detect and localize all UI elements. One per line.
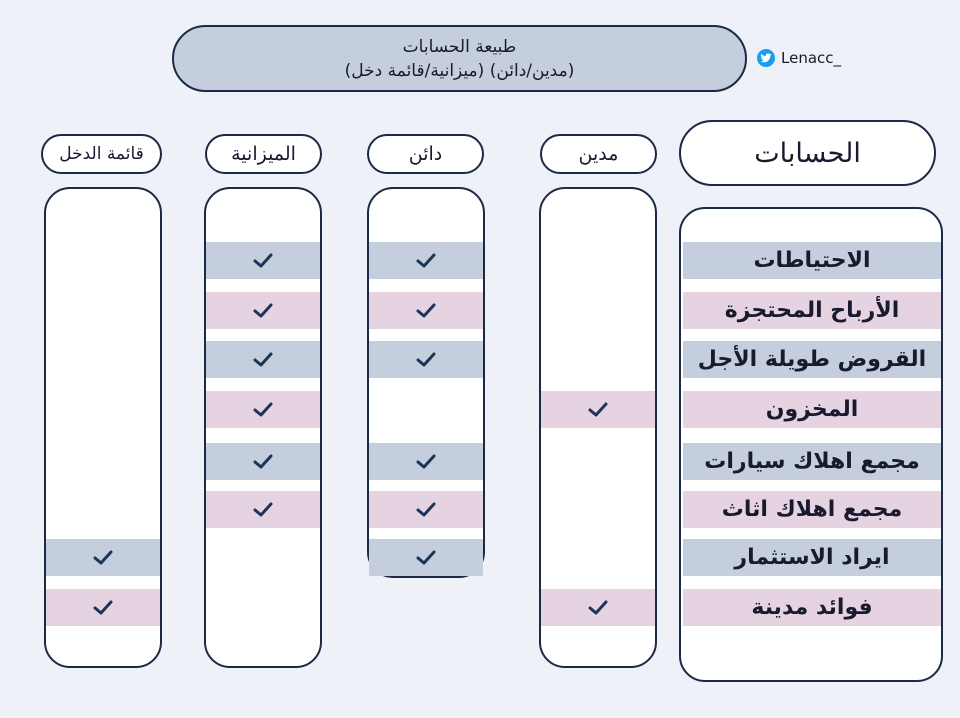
checkmark-icon — [92, 549, 114, 567]
checked-cell — [206, 491, 320, 528]
account-row — [683, 242, 941, 279]
checked-cell — [206, 292, 320, 329]
checked-cell — [46, 539, 160, 576]
balance-sheet-column — [204, 187, 322, 668]
checkmark-icon — [252, 453, 274, 471]
checked-cell — [369, 491, 483, 528]
checkmark-icon — [415, 549, 437, 567]
checked-cell — [206, 341, 320, 378]
checked-cell — [369, 443, 483, 480]
account-row — [683, 539, 941, 576]
checked-cell — [206, 391, 320, 428]
account-name: القروض طويلة الأجل — [697, 347, 927, 372]
twitter-handle[interactable] — [757, 49, 841, 67]
income-statement-column — [44, 187, 162, 668]
account-row — [683, 341, 941, 378]
checkmark-icon — [92, 599, 114, 617]
account-row — [683, 443, 941, 480]
account-name: الاحتياطات — [753, 248, 871, 273]
account-row — [683, 292, 941, 329]
account-name: فوائد مدينة — [751, 595, 873, 620]
checked-cell — [369, 242, 483, 279]
checkmark-icon — [587, 401, 609, 419]
title-line-2: (مدين/دائن) (ميزانية/قائمة دخل) — [344, 60, 575, 81]
balance-sheet-column-header: الميزانية — [205, 134, 322, 174]
checkmark-icon — [252, 501, 274, 519]
checkmark-icon — [415, 501, 437, 519]
checkmark-icon — [252, 252, 274, 270]
account-name: الأرباح المحتجزة — [724, 298, 900, 323]
account-row — [683, 589, 941, 626]
account-name: ايراد الاستثمار — [734, 545, 890, 570]
title-line-1: طبيعة الحسابات — [402, 36, 517, 57]
checkmark-icon — [415, 453, 437, 471]
checked-cell — [541, 391, 655, 428]
debit-column — [539, 187, 657, 668]
checkmark-icon — [252, 351, 274, 369]
credit-column-header: دائن — [367, 134, 484, 174]
twitter-handle-text: Lenacc_ — [781, 49, 842, 67]
accounts-column-header: الحسابات — [679, 120, 936, 186]
debit-column-header: مدين — [540, 134, 657, 174]
credit-column — [367, 187, 485, 578]
checked-cell — [206, 443, 320, 480]
checkmark-icon — [587, 599, 609, 617]
checkmark-icon — [415, 302, 437, 320]
account-row — [683, 391, 941, 428]
account-row — [683, 491, 941, 528]
checked-cell — [541, 589, 655, 626]
checked-cell — [46, 589, 160, 626]
checkmark-icon — [252, 302, 274, 320]
twitter-bird-icon — [757, 49, 775, 67]
title-banner — [172, 25, 747, 92]
checked-cell — [369, 341, 483, 378]
checked-cell — [206, 242, 320, 279]
checked-cell — [369, 539, 483, 576]
account-name: مجمع اهلاك سيارات — [704, 449, 920, 474]
checkmark-icon — [415, 351, 437, 369]
income-statement-column-header: قائمة الدخل — [41, 134, 162, 174]
account-name: مجمع اهلاك اثاث — [721, 497, 903, 522]
checked-cell — [369, 292, 483, 329]
checkmark-icon — [252, 401, 274, 419]
account-name: المخزون — [765, 397, 859, 422]
checkmark-icon — [415, 252, 437, 270]
accounts-column — [679, 207, 943, 682]
